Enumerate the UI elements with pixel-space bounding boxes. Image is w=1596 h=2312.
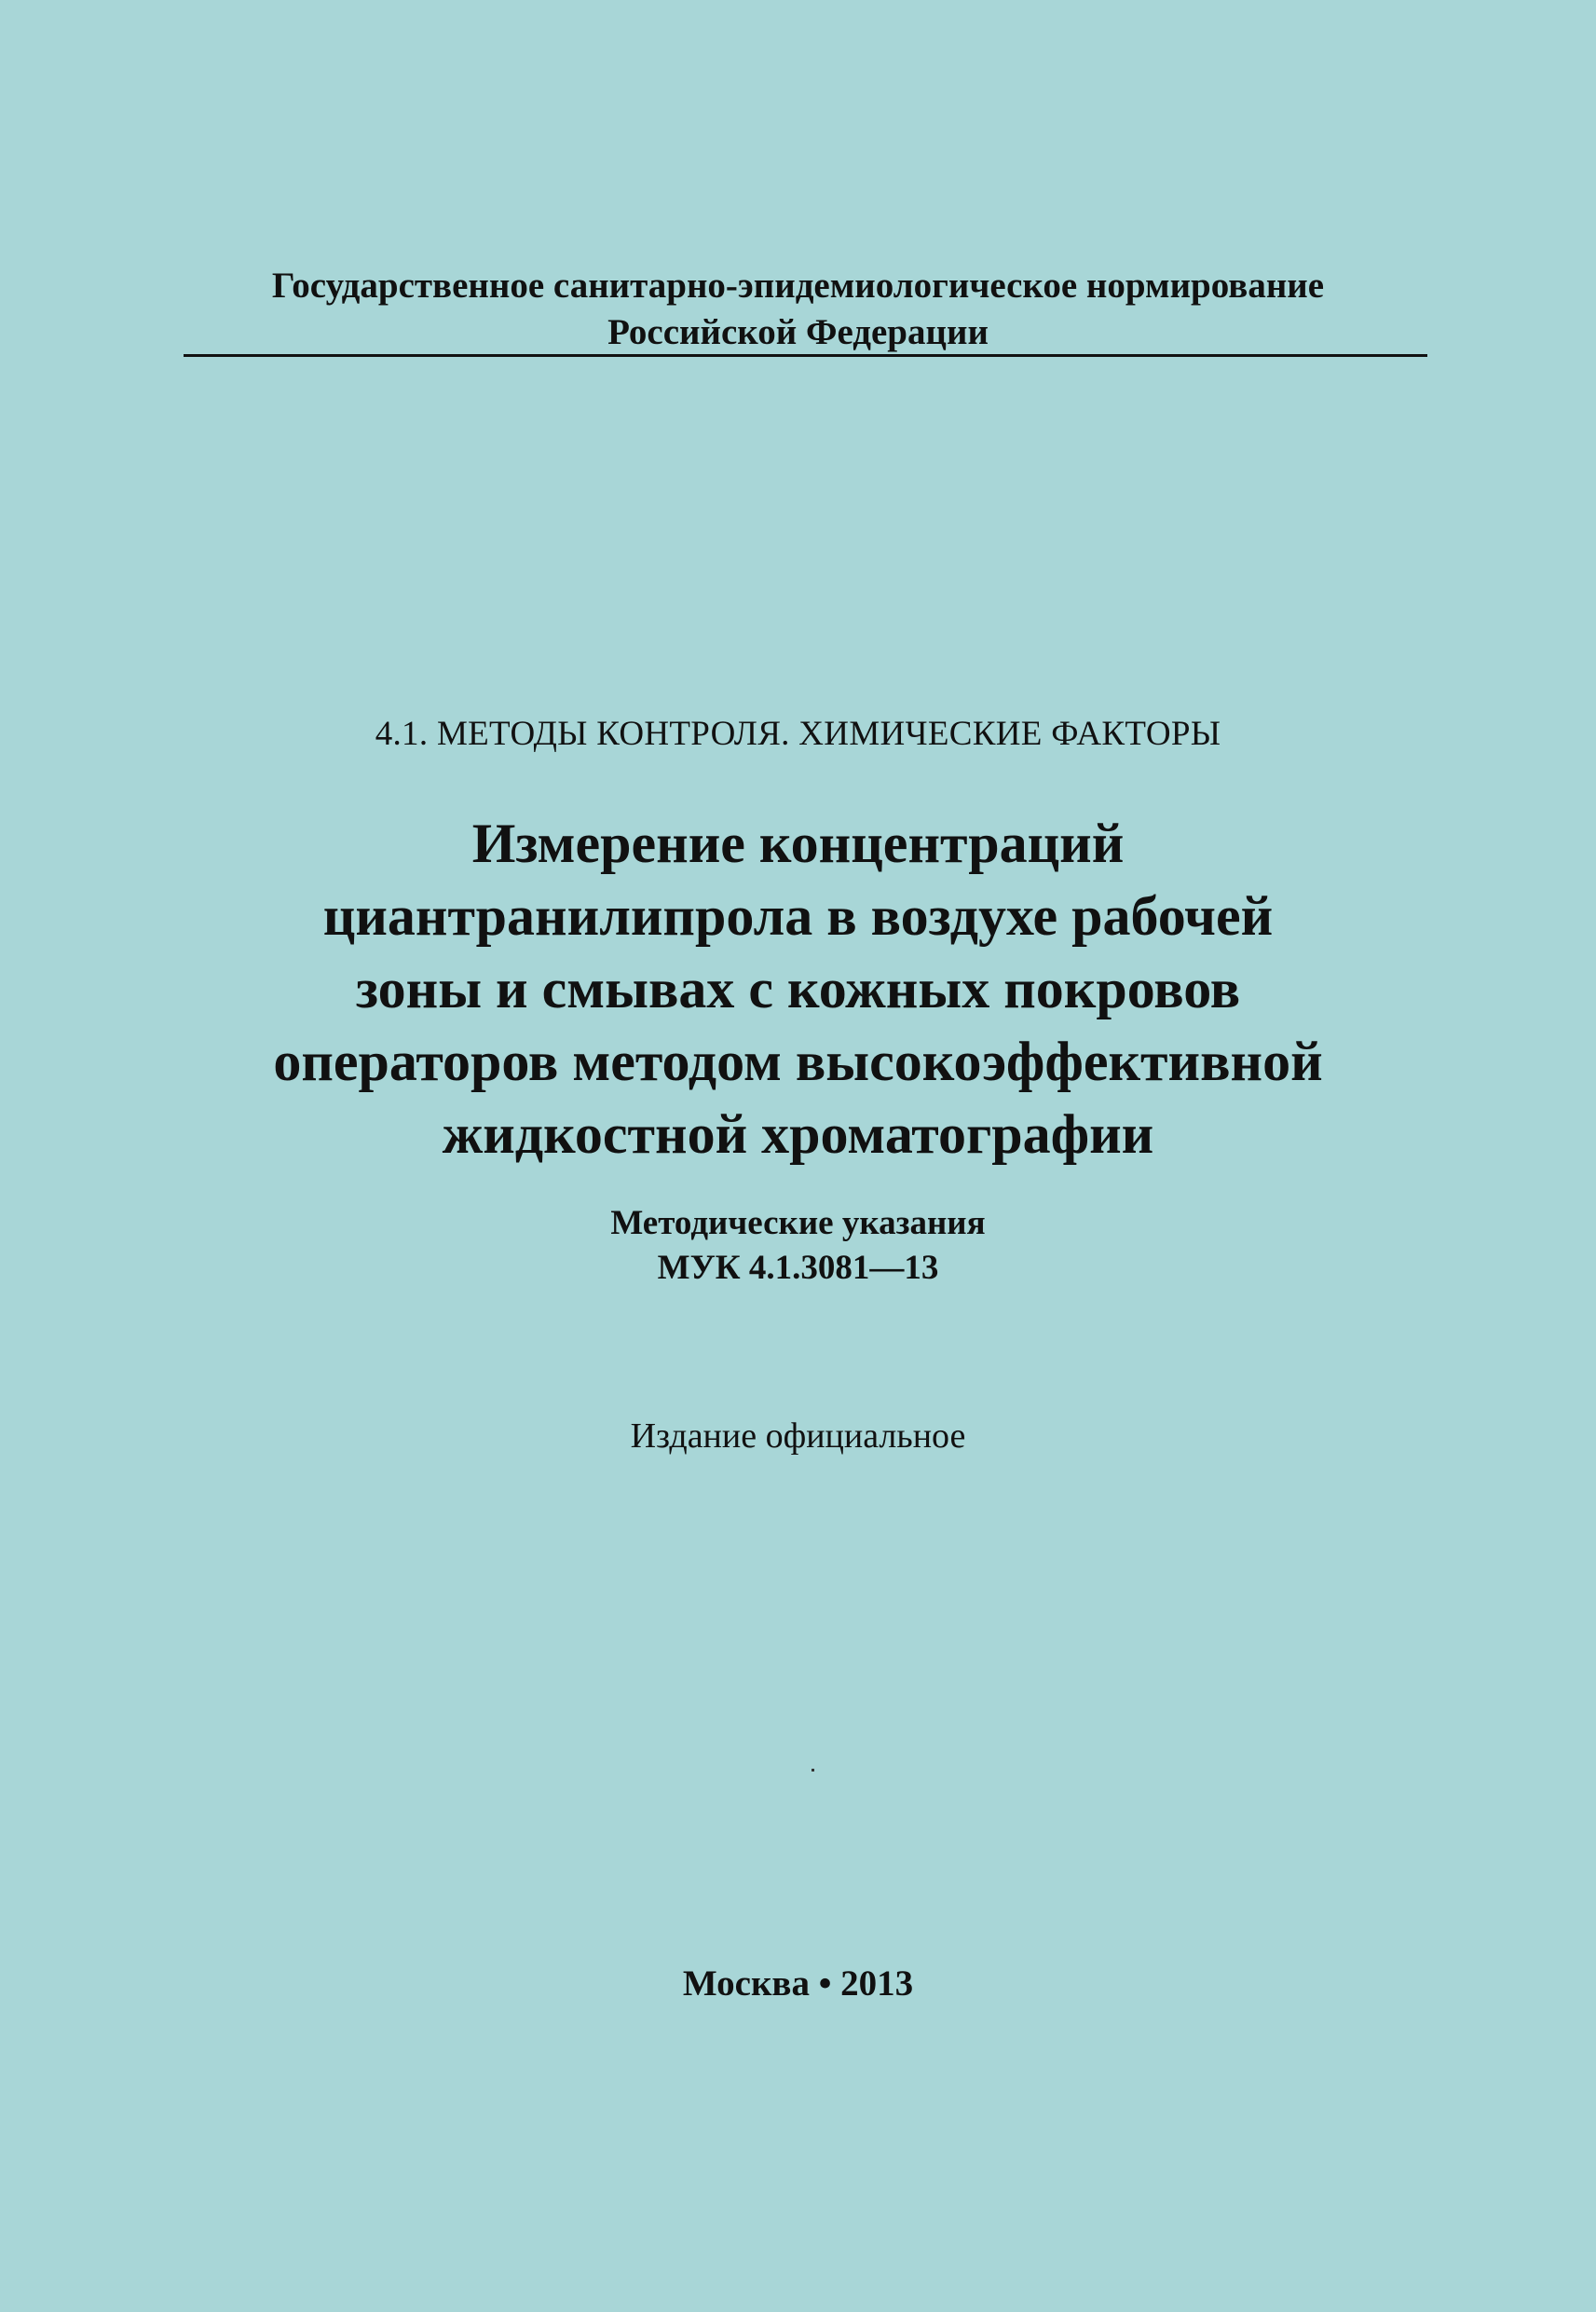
title-line-5: жидкостной хроматографии (442, 1103, 1154, 1165)
title-line-1: Измерение концентраций (471, 813, 1125, 874)
publication-place-year: Москва • 2013 (682, 1963, 914, 2004)
edition-note: Издание официальное (630, 1416, 966, 1456)
issuer-line-2: Российской Федерации (607, 312, 989, 352)
header-divider (184, 354, 1427, 357)
title-line-3: зоны и смывах с кожных покровов (355, 958, 1241, 1019)
print-speck (812, 1769, 814, 1772)
document-code: МУК 4.1.3081—13 (657, 1249, 939, 1287)
document-title (0, 807, 1596, 1170)
title-line-2: циантранилипрола в воздухе рабочей (322, 885, 1274, 947)
issuer-header (0, 263, 1596, 356)
section-heading: 4.1. МЕТОДЫ КОНТРОЛЯ. ХИМИЧЕСКИЕ ФАКТОРЫ (375, 715, 1221, 753)
document-type: Методические указания (610, 1204, 986, 1242)
document-subtitle (0, 1201, 1596, 1291)
issuer-line-1: Государственное санитарно-эпидемиологическое нормирование (271, 266, 1325, 306)
title-line-4: операторов методом высокоэффективной (273, 1031, 1323, 1092)
